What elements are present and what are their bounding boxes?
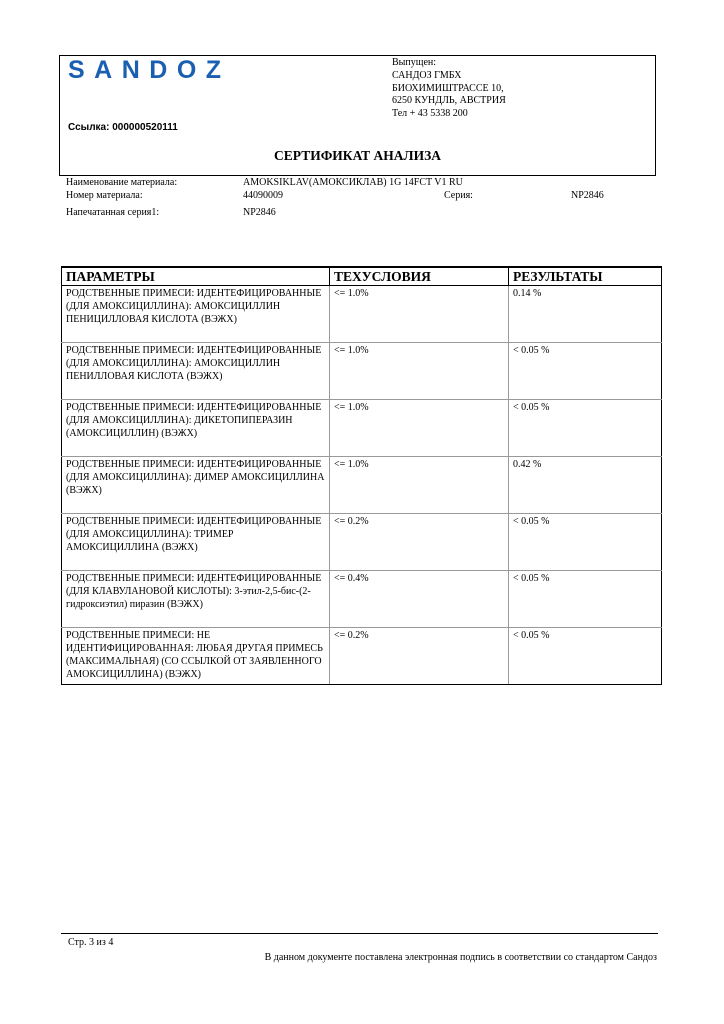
table-row [62, 571, 662, 628]
issuer-label: Выпущен: [392, 57, 437, 68]
spec-cell: <= 0.2% [330, 628, 509, 685]
material-number-label: Номер материала: [66, 190, 143, 201]
issuer-company: САНДОЗ ГМБХ [392, 69, 462, 81]
table-row [62, 400, 662, 457]
table-row [62, 286, 662, 343]
result-cell: < 0.05 % [509, 514, 662, 571]
issuer-address [392, 57, 506, 121]
result-cell: 0.42 % [509, 457, 662, 514]
printed-batch-label: Напечатанная серия1: [66, 207, 160, 218]
table-row [62, 343, 662, 400]
material-number-value: 44090009 [243, 190, 283, 201]
issuer-street: БИОХИМИШТРАССЕ 10, [392, 82, 504, 94]
result-cell: < 0.05 % [509, 628, 662, 685]
spec-cell: <= 0.2% [330, 514, 509, 571]
result-cell: < 0.05 % [509, 343, 662, 400]
parameter-cell: РОДСТВЕННЫЕ ПРИМЕСИ: ИДЕНТЕФИЦИРОВАННЫЕ (ДЛЯ АМОКСИЦИЛЛИНА): ТРИМЕР АМОКСИЦИЛЛИНА (ВЭЖХ) [62, 514, 330, 571]
analysis-table [61, 266, 662, 685]
batch-value: NP2846 [571, 190, 604, 201]
footer-divider [61, 933, 658, 934]
column-header-spec: ТЕХУСЛОВИЯ [330, 267, 509, 286]
material-name-value: AMOKSIKLAV(АМОКСИКЛАВ) 1G 14FCT V1 RU [243, 177, 463, 188]
parameter-cell: РОДСТВЕННЫЕ ПРИМЕСИ: ИДЕНТЕФИЦИРОВАННЫЕ (ДЛЯ АМОКСИЦИЛЛИНА): АМОКСИЦИЛЛИН ПЕНИЦИЛЛОВАЯ КИСЛОТА (ВЭЖХ) [62, 286, 330, 343]
spec-cell: <= 1.0% [330, 400, 509, 457]
issuer-city: 6250 КУНДЛЬ, АВСТРИЯ [392, 95, 506, 107]
result-cell: 0.14 % [509, 286, 662, 343]
parameter-cell: РОДСТВЕННЫЕ ПРИМЕСИ: ИДЕНТЕФИЦИРОВАННЫЕ (ДЛЯ АМОКСИЦИЛЛИНА): АМОКСИЦИЛЛИН ПЕНИЛЛОВАЯ КИСЛОТА (ВЭЖХ) [62, 343, 330, 400]
page-title: СЕРТИФИКАТ АНАЛИЗА [274, 148, 441, 163]
certificate-header [59, 55, 656, 176]
column-header-parameters: ПАРАМЕТРЫ [62, 267, 330, 286]
page-number: Стр. 3 из 4 [68, 937, 114, 948]
table-header-row [62, 267, 662, 286]
spec-cell: <= 1.0% [330, 343, 509, 400]
parameter-cell: РОДСТВЕННЫЕ ПРИМЕСИ: ИДЕНТЕФИЦИРОВАННЫЕ (ДЛЯ КЛАВУЛАНОВОЙ КИСЛОТЫ): 3-этил-2,5-бис-(2-гидроксиэтил) пиразин (ВЭЖХ) [62, 571, 330, 628]
spec-cell: <= 0.4% [330, 571, 509, 628]
sandoz-logo: SANDOZ [68, 56, 231, 84]
batch-label: Серия: [444, 190, 473, 201]
column-header-results: РЕЗУЛЬТАТЫ [509, 267, 662, 286]
reference-number: Ссылка: 000000520111 [68, 122, 178, 133]
spec-cell: <= 1.0% [330, 457, 509, 514]
result-cell: < 0.05 % [509, 400, 662, 457]
parameter-cell: РОДСТВЕННЫЕ ПРИМЕСИ: НЕ ИДЕНТИФИЦИРОВАННАЯ: ЛЮБАЯ ДРУГАЯ ПРИМЕСЬ (МАКСИМАЛЬНАЯ) (СО ССЫЛКОЙ ОТ ЗАЯВЛЕННОГО АМОКСИЦИЛЛИНА) (ВЭЖХ) [62, 628, 330, 685]
material-name-label: Наименование материала: [66, 177, 178, 188]
result-cell: < 0.05 % [509, 571, 662, 628]
parameter-cell: РОДСТВЕННЫЕ ПРИМЕСИ: ИДЕНТЕФИЦИРОВАННЫЕ (ДЛЯ АМОКСИЦИЛЛИНА): ДИКЕТОПИПЕРАЗИН (АМОКСИЦИЛЛИН) (ВЭЖХ) [62, 400, 330, 457]
table-row [62, 457, 662, 514]
signature-note: В данном документе поставлена электронная подпись в соответствии со стандартом Сандоз [264, 952, 657, 963]
spec-cell: <= 1.0% [330, 286, 509, 343]
printed-batch-value: NP2846 [243, 207, 276, 218]
issuer-phone: Тел + 43 5338 200 [392, 108, 468, 120]
parameter-cell: РОДСТВЕННЫЕ ПРИМЕСИ: ИДЕНТЕФИЦИРОВАННЫЕ (ДЛЯ АМОКСИЦИЛЛИНА): ДИМЕР АМОКСИЦИЛЛИНА (ВЭЖХ) [62, 457, 330, 514]
table-row [62, 514, 662, 571]
table-row [62, 628, 662, 685]
